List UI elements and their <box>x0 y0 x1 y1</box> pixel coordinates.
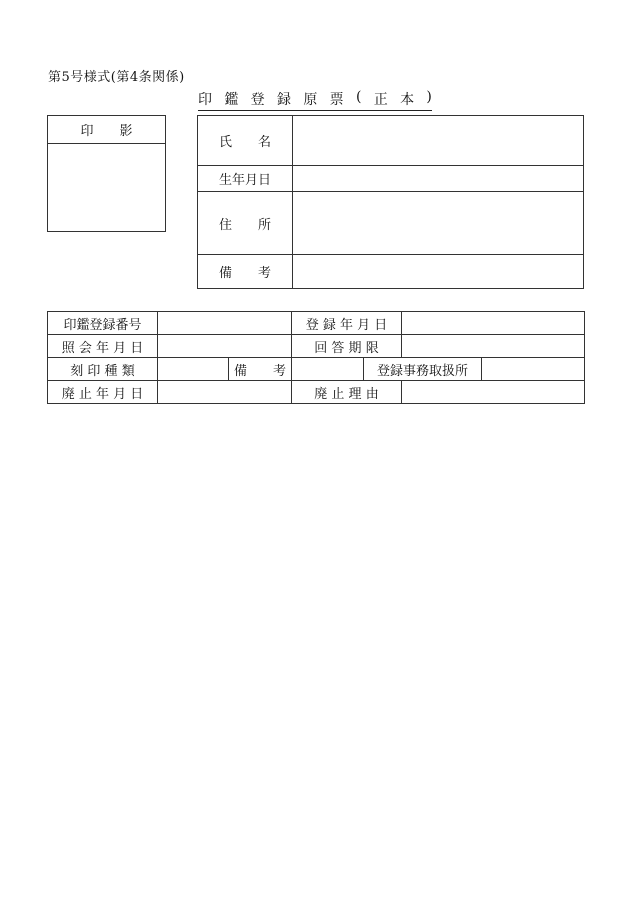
abolish-date-field[interactable] <box>158 381 292 404</box>
title-char: 鑑 <box>224 92 239 108</box>
abolish-reason-field[interactable] <box>402 381 585 404</box>
document-title <box>198 89 432 111</box>
address-field[interactable] <box>293 192 584 255</box>
inquiry-date-label: 照 会 年 月 日 <box>48 335 158 358</box>
registration-date-field[interactable] <box>402 312 585 335</box>
name-field[interactable] <box>293 116 584 166</box>
seal-impression-area[interactable] <box>48 144 165 232</box>
title-char: 本 <box>400 92 415 108</box>
birth-date-label: 生年月日 <box>198 166 293 192</box>
remarks-label: 備 考 <box>198 255 293 289</box>
seal-header-char: 印 <box>80 124 94 139</box>
remarks-label: 備 考 <box>229 358 292 381</box>
title-char: 原 <box>303 92 318 108</box>
reply-deadline-field[interactable] <box>402 335 585 358</box>
abolish-date-label: 廃 止 年 月 日 <box>48 381 158 404</box>
registrant-info-table <box>197 115 584 289</box>
registration-number-field[interactable] <box>158 312 292 335</box>
title-char: 録 <box>276 92 291 108</box>
title-char: ) <box>426 89 432 105</box>
title-char: 票 <box>329 92 344 108</box>
registration-number-label: 印鑑登録番号 <box>48 312 158 335</box>
birth-date-field[interactable] <box>293 166 584 192</box>
seal-impression-header <box>48 116 165 144</box>
reply-deadline-label: 回 答 期 限 <box>292 335 402 358</box>
title-char: ( <box>355 89 362 105</box>
form-number-label: 第5号様式(第4条関係) <box>48 70 185 85</box>
engraving-type-label: 刻 印 種 類 <box>48 358 158 381</box>
engraving-type-field[interactable] <box>158 358 229 381</box>
inquiry-date-field[interactable] <box>158 335 292 358</box>
seal-impression-box <box>47 115 166 232</box>
registration-office-label: 登録事務取扱所 <box>364 358 482 381</box>
registration-record-table <box>47 311 585 404</box>
title-char: 印 <box>198 92 212 108</box>
registration-office-field[interactable] <box>482 358 585 381</box>
registration-date-label: 登 録 年 月 日 <box>292 312 402 335</box>
name-label: 氏 名 <box>198 116 293 166</box>
seal-header-char: 影 <box>119 124 133 139</box>
remarks-field[interactable] <box>293 255 584 289</box>
title-char: 正 <box>373 92 388 108</box>
remarks-field[interactable] <box>292 358 364 381</box>
title-char: 登 <box>250 92 265 108</box>
abolish-reason-label: 廃 止 理 由 <box>292 381 402 404</box>
address-label: 住 所 <box>198 192 293 255</box>
